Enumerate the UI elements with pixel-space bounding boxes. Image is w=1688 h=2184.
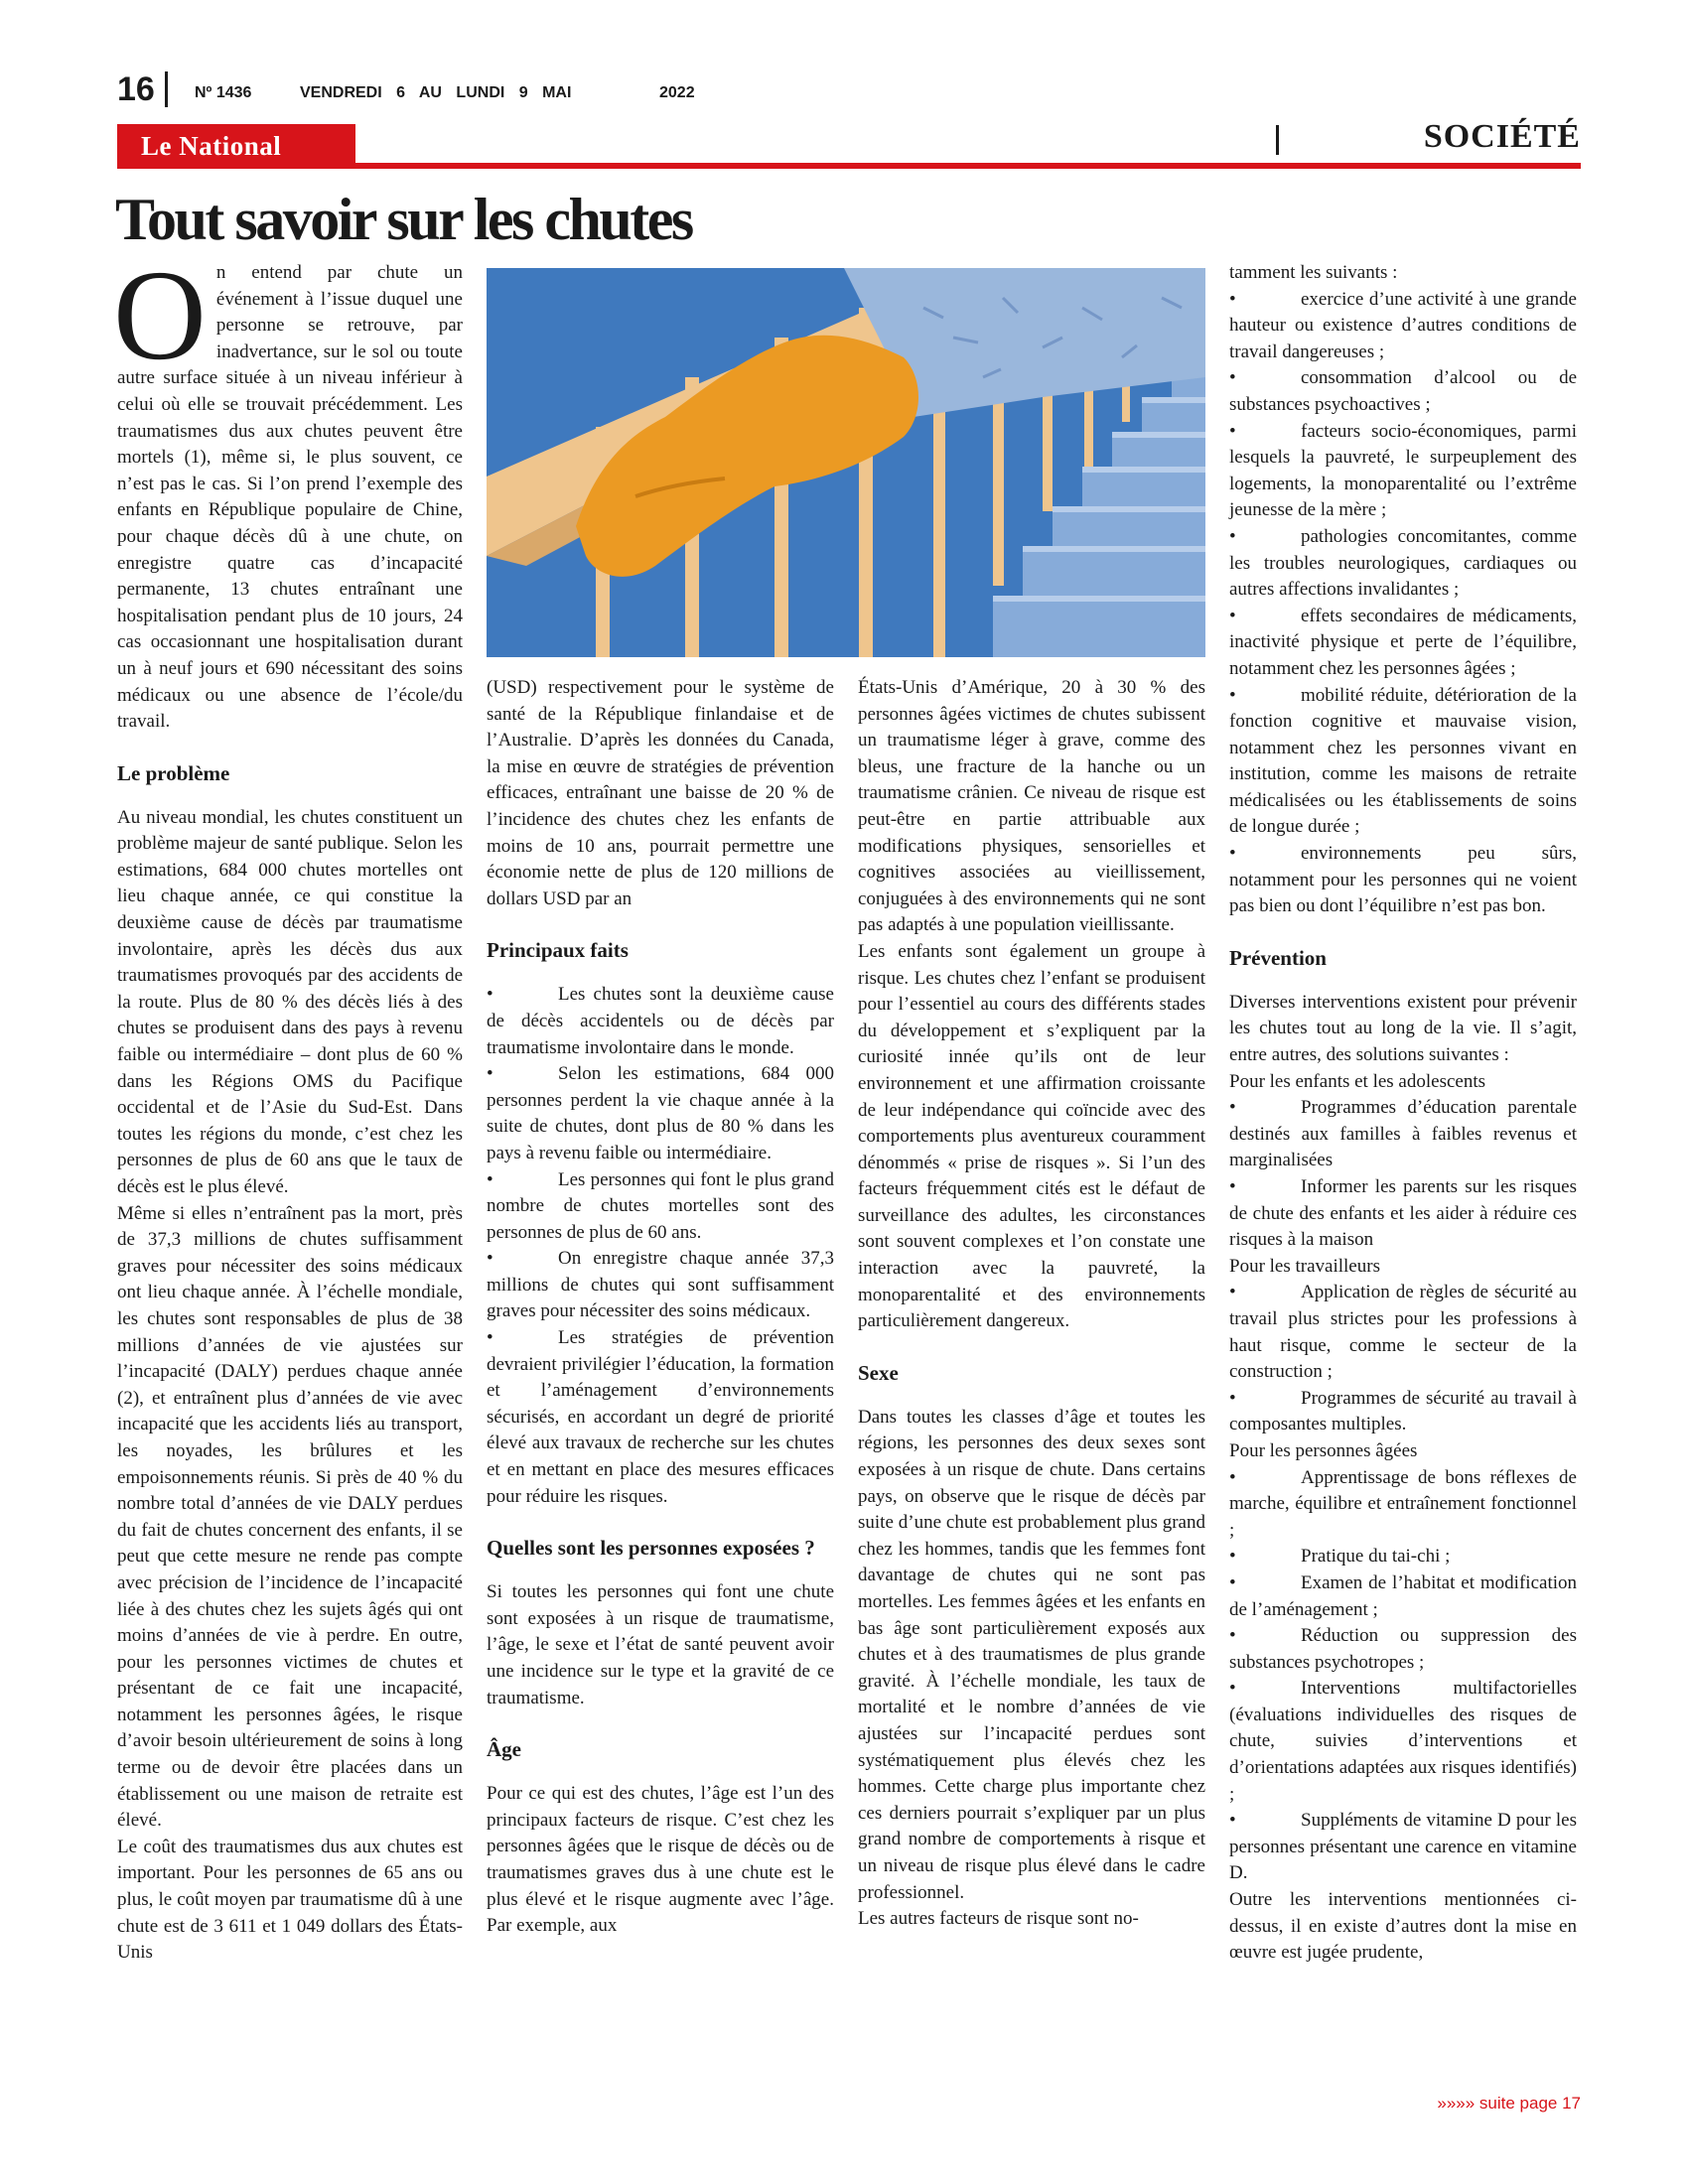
bullet-item: • Apprentissage de bons réflexes de marche, équilibre et entraînement fonctionnel ; (1229, 1466, 1577, 1541)
group-label: Pour les personnes âgées (1229, 1439, 1418, 1461)
brand-logo: Le National (141, 131, 282, 161)
article-column-4 (1229, 260, 1577, 1967)
section-title: SOCIÉTÉ (1423, 118, 1581, 155)
page-number: 16 (117, 70, 155, 108)
bullet-item: • On enregistre chaque année 37,3 millions de chutes qui sont suffisamment graves pour nécessiter des soins médicaux. (487, 1248, 834, 1322)
article-title: Tout savoir sur les chutes (115, 187, 692, 252)
bullet-item: • Les stratégies de prévention devraient privilégier l’éducation, la formation et l’aménagement d’environnements sécurisés, en accordant un degré de priorité élevé aux travaux de recherche sur les chutes et en mettant en place des mesures efficaces pour réduire les risques. (487, 1327, 834, 1507)
body-paragraph: Au niveau mondial, les chutes constituent un problème majeur de santé publique. Selon les estimations, 684 000 chutes mortelles ont lieu chaque année, ce qui constitue la deuxième cause de décès par traumatisme involontaire, après les décès dus aux traumatismes provoqués par des accidents de la route. Plus de 80 % des décès liés à des chutes se produisent dans des pays à revenu faible ou intermédiaire – dont plus de 60 % dans les Régions OMS du Pacifique occidental et de l’Asie du Sud-Est. Dans toutes les régions du monde, c’est chez les personnes de plus de 60 ans que le taux de décès est le plus élevé. (117, 806, 463, 1197)
subheading-sexe: Sexe (858, 1360, 899, 1385)
bullet-item: • environnements peu sûrs, notamment pour les personnes qui ne voient pas bien ou dont l’équilibre n’est pas bon. (1229, 843, 1577, 917)
subheading-personnes-exposees: Quelles sont les personnes exposées ? (487, 1536, 815, 1561)
subheading-age: Âge (487, 1737, 521, 1762)
subheading-prevention: Prévention (1229, 945, 1327, 970)
bullet-item: • Programmes d’éducation parentale destinés aux familles à faibles revenus et marginalisées (1229, 1097, 1577, 1171)
bullet-item: • mobilité réduite, détérioration de la fonction cognitive et mauvaise vision, notamment chez les personnes vivant en institution, comme les maisons de retraite médicalisées ou les établissements de soins de longue durée ; (1229, 684, 1577, 838)
bullet-item: • Interventions multifactorielles (évaluations individuelles des risques de chute, suivies d’interventions et d’orientations adaptées aux risques identifiés) ; (1229, 1678, 1577, 1805)
page-number-divider (165, 71, 168, 107)
body-paragraph: Outre les interventions mentionnées ci-dessus, il en existe d’autres dont la mise en œuvre est jugée prudente, (1229, 1889, 1577, 1964)
issue-year: 2022 (659, 84, 695, 101)
bullet-item: • Réduction ou suppression des substances psychotropes ; (1229, 1625, 1577, 1673)
subheading-probleme: Le problème (117, 760, 230, 785)
bullet-item: • Informer les parents sur les risques de chute des enfants et les aider à réduire ces risques à la maison (1229, 1176, 1577, 1251)
article-column-3 (858, 675, 1205, 1933)
body-paragraph: Pour ce qui est des chutes, l’âge est l’un des principaux facteurs de risque. C’est chez les personnes âgées que le risque de décès ou de traumatismes graves dus à une chute est le plus élevé et le risque augmente avec l’âge. Par exemple, aux (487, 1783, 834, 1937)
body-paragraph: Dans toutes les classes d’âge et toutes les régions, les personnes des deux sexes sont exposées à un risque de chute. Dans certains pays, on observe que le risque de décès par suite d’une chute est probablement plus grand chez les hommes, tandis que les femmes font davantage de chutes qui ne sont pas mortelles. Les femmes âgées et les enfants en bas âge sont particulièrement exposés aux chutes et à des traumatismes de plus grande gravité. À l’échelle mondiale, les taux de mortalité et le nombre d’années de vie ajustées sur l’incapacité perdues sont systématiquement plus élevés chez les hommes. Cette charge plus importante chez ces derniers pourrait s’expliquer par un plus grand nombre de comportements à risque et un niveau de risque plus élevé dans le cadre professionnel. (858, 1406, 1205, 1903)
bullet-item: • facteurs socio-économiques, parmi lesquels la pauvreté, le surpeuplement des logements, la monoparentalité ou l’extrême jeunesse de la mère ; (1229, 420, 1577, 521)
body-paragraph: (USD) respectivement pour le système de santé de la République finlandaise et de l’Australie. D’après les données du Canada, la mise en œuvre de stratégies de prévention efficaces, entraînant une baisse de 20 % de l’incidence des chutes chez les enfants de moins de 10 ans, pourrait permettre une économie nette de plus de 120 millions de dollars USD par an (487, 677, 834, 909)
body-paragraph: Si toutes les personnes qui font une chute sont exposées à un risque de traumatisme, l’âge, le sexe et l’état de santé peuvent avoir une incidence sur le type et la gravité de ce traumatisme. (487, 1581, 834, 1708)
bullet-item: • Examen de l’habitat et modification de l’aménagement ; (1229, 1571, 1577, 1620)
body-paragraph: Les enfants sont également un groupe à risque. Les chutes chez l’enfant se produisent pour l’essentiel au cours des différents stades du développement et s’expliquent par la curiosité innée qu’ils ont de leur environnement et une affirmation croissante de leur indépendance qui coïncide avec des comportements plus aventureux couramment dénommés « prise de risques ». Si l’un des facteurs fréquemment cités est le défaut de surveillance des adultes, les circonstances sont souvent complexes et l’on constate une interaction avec la pauvreté, la monoparentalité et des environnements particulièrement dangereux. (858, 940, 1205, 1332)
bullet-item: • Programmes de sécurité au travail à composantes multiples. (1229, 1387, 1577, 1435)
body-paragraph: tamment les suivants : (1229, 262, 1398, 283)
bullet-item: • effets secondaires de médicaments, inactivité physique et perte de l’équilibre, notamment chez les personnes âgées ; (1229, 605, 1577, 679)
drop-cap: O (113, 244, 207, 387)
issue-date: VENDREDI 6 AU LUNDI 9 MAI (300, 84, 572, 101)
bullet-item: • pathologies concomitantes, comme les troubles neurologiques, cardiaques ou autres affections invalidantes ; (1229, 525, 1577, 601)
body-paragraph: Diverses interventions existent pour prévenir les chutes tout au long de la vie. Il s’agit, entre autres, des solutions suivantes : (1229, 991, 1577, 1066)
body-paragraph: Les autres facteurs de risque sont no- (858, 1908, 1139, 1930)
header-rule (117, 163, 1581, 169)
bullet-item: • Les chutes sont la deuxième cause de décès accidentels ou de décès par traumatisme involontaire dans le monde. (487, 984, 834, 1058)
staircase-hand-illustration-icon (487, 268, 1205, 657)
article-column-1 (113, 244, 463, 1967)
bullet-item: • exercice d’une activité à une grande hauteur ou existence d’autres conditions de travail dangereuses ; (1229, 288, 1577, 362)
bullet-item: • Selon les estimations, 684 000 personnes perdent la vie chaque année à la suite de chutes, dont plus de 80 % dans les pays à revenu faible ou intermédiaire. (487, 1063, 834, 1163)
issue-number: Nº 1436 (195, 84, 252, 101)
bullet-item: • Suppléments de vitamine D pour les personnes présentant une carence en vitamine D. (1229, 1810, 1577, 1884)
body-paragraph: Le coût des traumatismes dus aux chutes est important. Pour les personnes de 65 ans ou plus, le coût moyen par traumatisme dû à une chute est de 3 611 et 1 049 dollars des États-Unis (117, 1836, 463, 1964)
group-label: Pour les travailleurs (1229, 1255, 1380, 1277)
body-paragraph: Même si elles n’entraînent pas la mort, près de 37,3 millions de chutes suffisamment graves pour nécessiter des soins médicaux ont lieu chaque année. À l’échelle mondiale, les chutes sont responsables de plus de 38 millions d’années de vie ajustées sur l’incapacité (DALY) perdues chaque année (2), et entraînent plus d’années de vie avec incapacité que les accidents liés au transport, les noyades, les brûlures et les empoisonnements réunis. Si près de 40 % du nombre total d’années de vie DALY perdues du fait de chutes concernent des enfants, il se peut que cette mesure ne rende pas compte avec précision de l’incidence de l’incapacité liée à des chutes chez les sujets âgés qui ont moins d’années de vie à perdre. En outre, pour les personnes victimes de chutes et présentant de ce fait une incapacité, notamment les personnes âgées, le risque d’avoir besoin ultérieurement de soins à long terme ou de devoir être placées dans un établissement ou une maison de retraite est élevé. (117, 1202, 463, 1832)
continued-link[interactable]: »»»» suite page 17 (1437, 2094, 1581, 2113)
bullet-item: • Application de règles de sécurité au travail plus strictes pour les professions à haut risque, comme le secteur de la construction ; (1229, 1282, 1577, 1383)
group-label: Pour les enfants et les adolescents (1229, 1070, 1486, 1092)
intro-paragraph: n entend par chute un événement à l’issue duquel une personne se retrouve, par inadvertance, sur le sol ou toute autre surface située à un niveau inférieur à celui où elle se trouvait précédemment. Les traumatismes dus aux chutes peuvent être mortels (1), même si, le plus souvent, ce n’est pas le cas. Si l’on prend l’exemple des enfants en République populaire de Chine, pour chaque décès dû à une chute, on enregistre quatre cas d’incapacité permanente, 13 chutes entraînant une hospitalisation pendant plus de 10 jours, 24 cas occasionnant une hospitalisation durant un à neuf jours et 690 nécessitant des soins médicaux ou une absence de l’école/du travail. (117, 262, 463, 733)
body-paragraph: États-Unis d’Amérique, 20 à 30 % des personnes âgées victimes de chutes subissent un traumatisme léger à grave, comme des bleus, une fracture de la hanche ou un traumatisme crânien. Ce niveau de risque est peut-être en partie attribuable aux modifications physiques, sensorielles et cognitives associées au vieillissement, conjuguées à des environnements qui ne sont pas adaptés à une population vieillissante. (858, 677, 1205, 936)
subheading-principaux-faits: Principaux faits (487, 938, 629, 963)
article-column-2 (487, 675, 834, 1940)
bullet-item: • consommation d’alcool ou de substances psychoactives ; (1229, 367, 1577, 415)
section-divider (1276, 125, 1279, 155)
bullet-item: • Les personnes qui font le plus grand nombre de chutes mortelles sont des personnes de plus de 60 ans. (487, 1168, 834, 1243)
bullet-item: • Pratique du tai-chi ; (1229, 1546, 1451, 1568)
